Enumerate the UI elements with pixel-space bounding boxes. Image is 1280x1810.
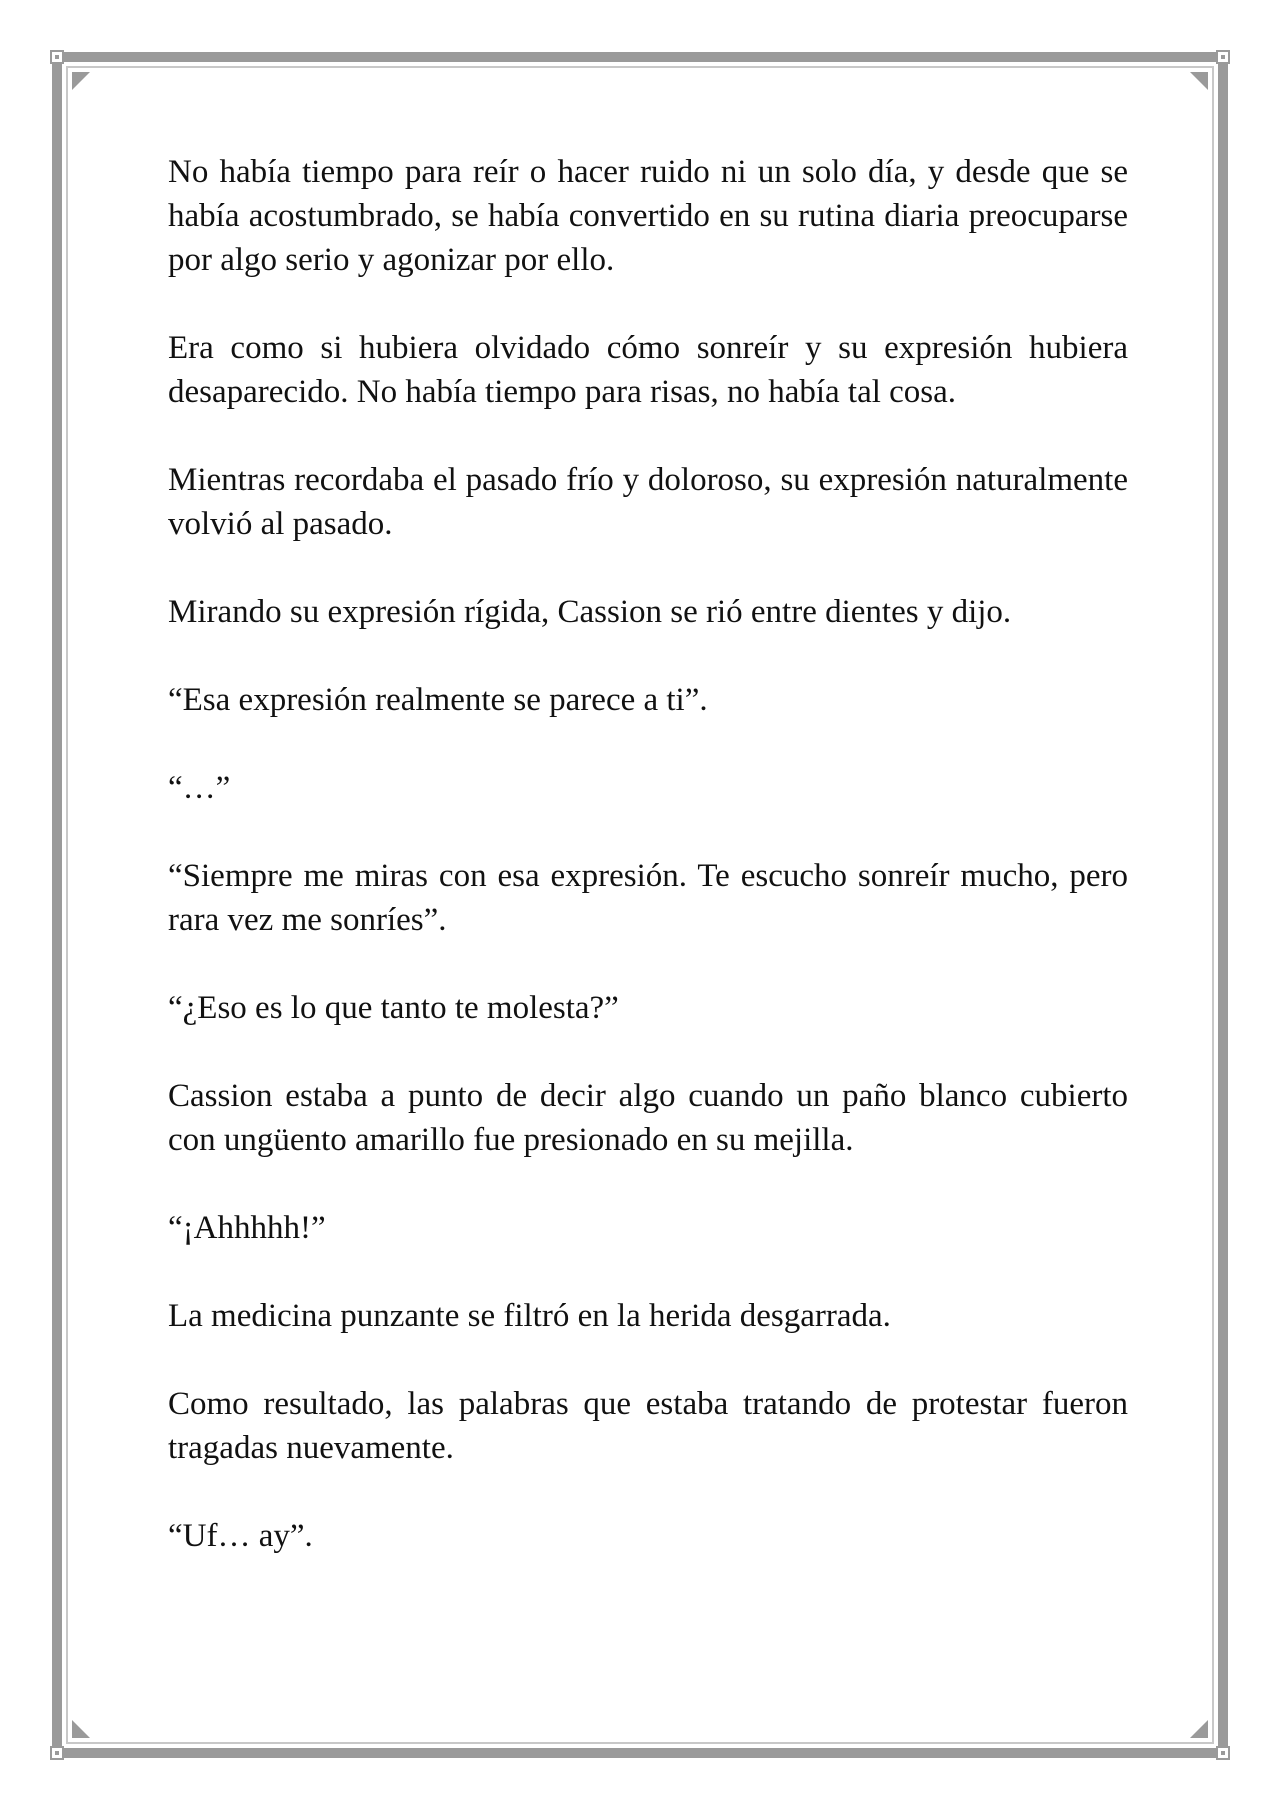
- corner-square-ornament-bottom-left: [50, 1746, 64, 1760]
- corner-triangle-ornament-bottom-right: [1190, 1720, 1208, 1738]
- paragraph: No había tiempo para reír o hacer ruido ni un solo día, y desde que se había acostumbrado, se había convertido en su rutina diaria preocuparse por algo serio y agonizar por ello.: [168, 154, 1128, 278]
- frame-border-right: [1218, 60, 1228, 1750]
- paragraph: Era como si hubiera olvidado cómo sonreír y su expresión hubiera desaparecido. No había tiempo para risas, no había tal cosa.: [168, 330, 1128, 410]
- corner-triangle-ornament-top-left: [72, 72, 90, 90]
- frame-inner-line-top: [66, 66, 1214, 68]
- dialogue-line: “¿Eso es lo que tanto te molesta?”: [168, 990, 619, 1026]
- frame-border-left: [52, 60, 62, 1750]
- frame-inner-line-bottom: [66, 1742, 1214, 1744]
- frame-inner-line-left: [66, 66, 68, 1744]
- page-body-text: [168, 150, 1128, 1602]
- paragraph: La medicina punzante se filtró en la herida desgarrada.: [168, 1298, 891, 1334]
- dialogue-line: “Uf… ay”.: [168, 1518, 313, 1554]
- corner-square-ornament-bottom-right: [1216, 1746, 1230, 1760]
- frame-inner-line-right: [1212, 66, 1214, 1744]
- paragraph: Mientras recordaba el pasado frío y doloroso, su expresión naturalmente volvió al pasado.: [168, 462, 1128, 542]
- paragraph: Como resultado, las palabras que estaba tratando de protestar fueron tragadas nuevamente.: [168, 1386, 1128, 1466]
- frame-border-bottom: [60, 1748, 1220, 1758]
- frame-border-top: [60, 52, 1220, 62]
- dialogue-line: “…”: [168, 770, 231, 806]
- paragraph: Mirando su expresión rígida, Cassion se rió entre dientes y dijo.: [168, 594, 1012, 630]
- paragraph: Cassion estaba a punto de decir algo cuando un paño blanco cubierto con ungüento amarillo fue presionado en su mejilla.: [168, 1078, 1128, 1158]
- corner-triangle-ornament-bottom-left: [72, 1720, 90, 1738]
- corner-square-ornament-top-right: [1216, 50, 1230, 64]
- dialogue-line: “Esa expresión realmente se parece a ti”.: [168, 682, 708, 718]
- dialogue-line: “Siempre me miras con esa expresión. Te escucho sonreír mucho, pero rara vez me sonríes”.: [168, 858, 1128, 938]
- corner-triangle-ornament-top-right: [1190, 72, 1208, 90]
- dialogue-line: “¡Ahhhhh!”: [168, 1210, 326, 1246]
- corner-square-ornament-top-left: [50, 50, 64, 64]
